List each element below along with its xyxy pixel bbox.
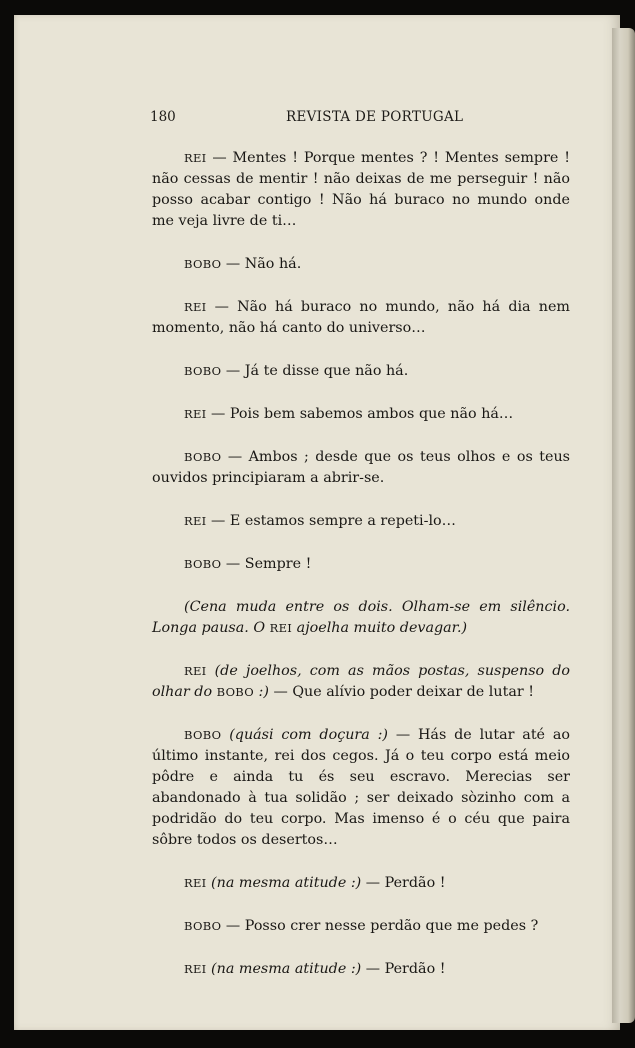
dialogue-paragraph xyxy=(152,404,570,425)
speaker-name: BOBO xyxy=(216,685,254,699)
dialogue-text: — Perdão ! xyxy=(361,961,446,977)
stage-direction: :) xyxy=(254,684,269,700)
running-title: REVISTA DE PORTUGAL xyxy=(286,109,464,125)
speaker-name: REI xyxy=(184,962,207,976)
dialogue-text: — Pois bem sabemos ambos que não há… xyxy=(206,406,514,422)
speaker-name: REI xyxy=(184,300,207,314)
dialogue-paragraph xyxy=(152,597,570,639)
dialogue-text: — Ambos ; desde que os teus olhos e os teus ouvidos principiaram a abrir-se. xyxy=(152,449,570,486)
dialogue-paragraph xyxy=(152,661,570,703)
speaker-name: BOBO xyxy=(184,257,222,271)
dialogue-paragraph xyxy=(152,511,570,532)
dialogue-paragraph xyxy=(152,959,570,980)
dialogue-paragraph xyxy=(152,916,570,937)
dialogue-paragraph xyxy=(152,725,570,851)
stage-direction: ajoelha muito devagar.) xyxy=(292,620,468,636)
dialogue-text: — Mentes ! Porque mentes ? ! Mentes sempre ! não cessas de mentir ! não deixas de me perseguir ! não posso acabar contigo ! Não há buraco no mundo onde me veja livre de ti… xyxy=(152,150,570,229)
speaker-name: BOBO xyxy=(184,557,222,571)
dialogue-paragraph xyxy=(152,254,570,275)
dialogue-text: — Não há buraco no mundo, não há dia nem momento, não há canto do universo… xyxy=(152,299,570,336)
dialogue-paragraph xyxy=(152,873,570,894)
speaker-name: REI xyxy=(269,621,293,635)
speaker-name: REI xyxy=(184,514,207,528)
stage-direction: (na mesma atitude :) xyxy=(206,961,362,977)
dialogue-text: — Sempre ! xyxy=(221,556,312,572)
dialogue-text: — Posso crer nesse perdão que me pedes ? xyxy=(221,918,539,934)
stage-direction: (quási com doçura :) xyxy=(221,727,388,743)
dialogue-text: — Não há. xyxy=(221,256,302,272)
dialogue-text: — E estamos sempre a repeti-lo… xyxy=(206,513,456,529)
speaker-name: BOBO xyxy=(184,728,222,742)
speaker-name: REI xyxy=(184,876,207,890)
speaker-name: BOBO xyxy=(184,364,222,378)
dialogue-text: — Que alívio poder deixar de lutar ! xyxy=(268,684,534,700)
page-stack-edge xyxy=(612,28,635,1023)
stage-direction: (na mesma atitude :) xyxy=(206,875,362,891)
speaker-name: REI xyxy=(184,664,207,678)
speaker-name: REI xyxy=(184,151,207,165)
stage-direction: (de joelhos, com as mãos postas, suspenso do olhar do xyxy=(152,663,570,700)
speaker-name: BOBO xyxy=(184,450,222,464)
dialogue-paragraph xyxy=(152,447,570,489)
dialogue-text: — Já te disse que não há. xyxy=(221,363,409,379)
dialogue-paragraph xyxy=(152,361,570,382)
page-number: 180 xyxy=(150,109,176,125)
dialogue-text: — Hás de lutar até ao último instante, rei dos cegos. Já o teu corpo está meio pôdre e ainda tu és seu escravo. Merecias ser abandonado à tua solidão ; ser deixado sòzinho com a podridão do teu corpo. Mas imenso é o céu que paira sôbre todos os desertos… xyxy=(152,727,570,848)
dialogue-paragraph xyxy=(152,554,570,575)
dialogue-paragraph xyxy=(152,297,570,339)
speaker-name: REI xyxy=(184,407,207,421)
stage-direction: (Cena muda entre os dois. Olham-se em silêncio. Longa pausa. O xyxy=(152,599,570,636)
speaker-name: BOBO xyxy=(184,919,222,933)
dialogue-paragraph xyxy=(152,148,570,232)
dialogue-text: — Perdão ! xyxy=(361,875,446,891)
page-header xyxy=(150,109,570,129)
body-text xyxy=(152,148,570,1002)
